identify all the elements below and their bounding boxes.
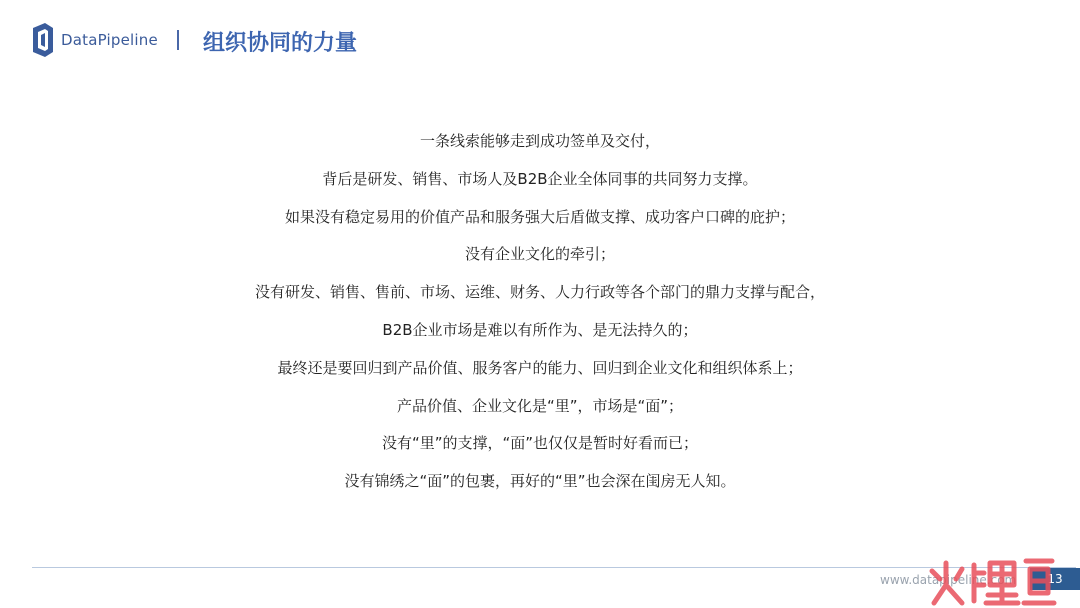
footer-url: www.datapipeline.com: [880, 573, 1017, 587]
footer-divider: [32, 567, 1076, 568]
body-line: 一条线索能够走到成功签单及交付，: [419, 132, 660, 150]
body-line: 没有企业文化的牵引；: [464, 245, 615, 264]
page-number-badge: 13: [1030, 568, 1080, 590]
body-line: 没有研发、销售、售前、市场、运维、财务、人力行政等各个部门的鼎力支撑与配合，: [254, 283, 825, 302]
datapipeline-logo-icon: [31, 22, 55, 58]
body-line: B2B企业市场是难以有所作为、是无法持久的；: [382, 320, 698, 339]
body-line: 如果没有稳定易用的价值产品和服务强大后盾做支撑、成功客户口碑的庇护；: [284, 207, 795, 226]
header-separator: [177, 30, 179, 50]
body-line: 没有锦绣之“面”的包裹，再好的“里”也会深在闺房无人知。: [344, 472, 736, 491]
page-title: 组织协同的力量: [203, 31, 358, 56]
slide-header: [31, 22, 631, 60]
body-line: 背后是研发、销售、市场人及B2B企业全体同事的共同努力支撑。: [322, 169, 758, 188]
body-line: 产品价值、企业文化是“里”，市场是“面”；: [396, 396, 684, 415]
watermark-logo-icon: [926, 555, 1058, 608]
brand-name: DataPipeline: [61, 31, 158, 49]
body-text: [0, 123, 1080, 501]
body-line: 最终还是要回归到产品价值、服务客户的能力、回归到企业文化和组织体系上；: [277, 358, 803, 377]
body-line: 没有“里”的支撑，“面”也仅仅是暂时好看而已；: [381, 434, 699, 453]
